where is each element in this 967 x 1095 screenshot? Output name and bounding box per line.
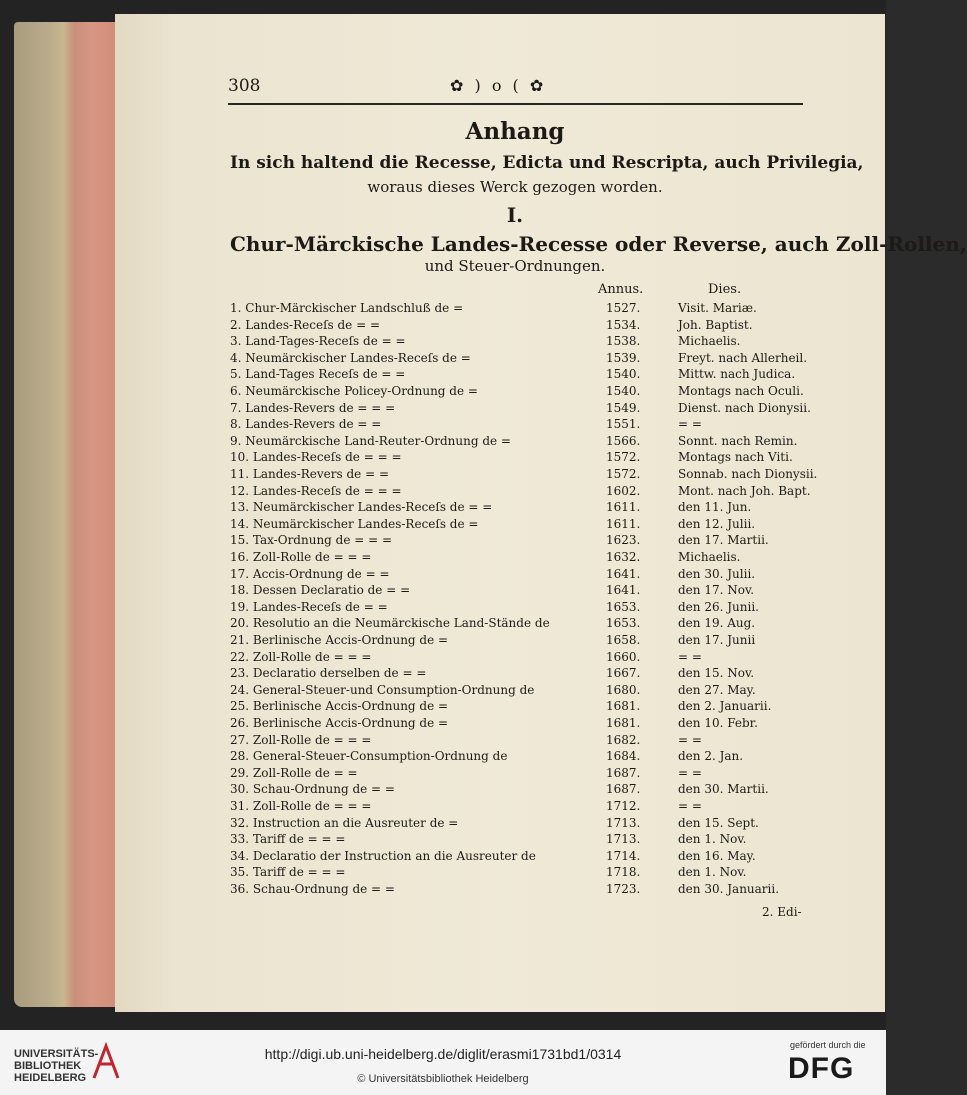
row-entry-name: 21. Berlinische Accis-Ordnung de = bbox=[230, 633, 449, 647]
row-entry-year: 1540. bbox=[606, 384, 641, 398]
table-row bbox=[230, 450, 805, 467]
section-number: I. bbox=[506, 203, 524, 227]
row-entry-name: 19. Landes-Receſs de = = bbox=[230, 599, 388, 614]
row-entry-dies: Michaelis. bbox=[678, 550, 741, 564]
row-entry-dies: Visit. Mariæ. bbox=[678, 301, 757, 315]
table-row bbox=[230, 683, 805, 700]
running-header bbox=[228, 76, 803, 102]
row-entry-year: 1660. bbox=[606, 649, 641, 664]
table-row bbox=[230, 882, 805, 899]
row-entry-year: 1713. bbox=[606, 832, 641, 847]
row-entry-name: 23. Declaratio derselben de = = bbox=[230, 666, 427, 681]
row-entry-year: 1680. bbox=[606, 682, 641, 697]
title-subtitle-2: woraus dieses Werck gezogen worden. bbox=[367, 178, 663, 196]
row-entry-name: 32. Instruction an die Ausreuter de = bbox=[230, 815, 459, 830]
row-entry-name: 34. Declaratio der Instruction an die Ausreuter de bbox=[230, 848, 536, 863]
row-entry-name: 17. Accis-Ordnung de = = bbox=[230, 566, 390, 581]
table-row bbox=[230, 666, 805, 683]
row-entry-dies: den 11. Jun. bbox=[678, 500, 752, 515]
row-entry-name: 29. Zoll-Rolle de = = bbox=[230, 765, 358, 780]
row-entry-name: 1. Chur-Märckischer Landschluß de = bbox=[230, 301, 464, 315]
row-entry-year: 1723. bbox=[606, 882, 641, 896]
row-entry-year: 1534. bbox=[606, 317, 641, 332]
row-entry-year: 1713. bbox=[606, 815, 641, 830]
row-entry-dies: = = bbox=[678, 799, 702, 813]
row-entry-name: 9. Neumärckische Land-Reuter-Ordnung de = bbox=[230, 433, 511, 448]
row-entry-year: 1527. bbox=[606, 301, 641, 315]
table-row bbox=[230, 533, 805, 550]
row-entry-name: 6. Neumärckische Policey-Ordnung de = bbox=[230, 384, 478, 398]
row-entry-year: 1538. bbox=[606, 334, 641, 349]
row-entry-year: 1540. bbox=[606, 367, 641, 382]
row-entry-dies: den 17. Junii bbox=[678, 633, 756, 647]
row-entry-name: 22. Zoll-Rolle de = = = bbox=[230, 649, 372, 664]
row-entry-dies: den 15. Nov. bbox=[678, 666, 755, 681]
table-row bbox=[230, 567, 805, 584]
row-entry-name: 25. Berlinische Accis-Ordnung de = bbox=[230, 699, 449, 714]
row-entry-dies: den 19. Aug. bbox=[678, 616, 756, 631]
row-entry-name: 27. Zoll-Rolle de = = = bbox=[230, 732, 372, 747]
row-entry-year: 1632. bbox=[606, 550, 641, 564]
table-row bbox=[230, 417, 805, 434]
column-header-annus: Annus. bbox=[598, 282, 644, 297]
row-entry-dies: den 2. Jan. bbox=[678, 749, 744, 764]
row-entry-name: 4. Neumärckischer Landes-Receſs de = bbox=[230, 350, 471, 365]
dfg-logo: DFG bbox=[788, 1052, 855, 1085]
table-row bbox=[230, 633, 805, 650]
row-entry-year: 1681. bbox=[606, 699, 641, 714]
table-row bbox=[230, 832, 805, 849]
row-entry-year: 1687. bbox=[606, 782, 641, 797]
table-row bbox=[230, 849, 805, 866]
table-row bbox=[230, 733, 805, 750]
table-row bbox=[230, 517, 805, 534]
row-entry-year: 1602. bbox=[606, 483, 641, 498]
row-entry-name: 31. Zoll-Rolle de = = = bbox=[230, 799, 372, 813]
table-row bbox=[230, 766, 805, 783]
row-entry-year: 1714. bbox=[606, 848, 641, 863]
row-entry-dies: den 1. Nov. bbox=[678, 865, 747, 880]
row-entry-name: 14. Neumärckischer Landes-Receſs de = bbox=[230, 516, 479, 531]
row-entry-dies: den 30. Januarii. bbox=[678, 882, 780, 896]
row-entry-year: 1653. bbox=[606, 616, 641, 631]
copyright-text: © Universitätsbibliothek Heidelberg bbox=[357, 1073, 529, 1085]
row-entry-dies: = = bbox=[678, 417, 702, 432]
row-entry-name: 10. Landes-Receſs de = = = bbox=[230, 450, 402, 465]
table-row bbox=[230, 318, 805, 335]
viewer-footer bbox=[0, 1030, 886, 1095]
row-entry-dies: den 12. Julii. bbox=[678, 516, 756, 531]
row-entry-dies: den 30. Julii. bbox=[678, 566, 756, 581]
row-entry-dies: = = bbox=[678, 765, 702, 780]
row-entry-dies: Sonnt. nach Remin. bbox=[678, 433, 798, 448]
table-row bbox=[230, 434, 805, 451]
row-entry-name: 11. Landes-Revers de = = bbox=[230, 467, 389, 481]
table-row bbox=[230, 650, 805, 667]
library-logo-text: UNIVERSITÄTS- BIBLIOTHEK HEIDELBERG bbox=[14, 1048, 99, 1084]
row-entry-year: 1549. bbox=[606, 400, 641, 415]
table-row bbox=[230, 384, 805, 401]
row-entry-year: 1684. bbox=[606, 749, 641, 764]
row-entry-dies: den 30. Martii. bbox=[678, 782, 769, 797]
row-entry-year: 1572. bbox=[606, 450, 641, 465]
row-entry-name: 5. Land-Tages Receſs de = = bbox=[230, 367, 406, 382]
row-entry-dies: = = bbox=[678, 732, 702, 747]
table-row bbox=[230, 782, 805, 799]
row-entry-name: 3. Land-Tages-Receſs de = = bbox=[230, 334, 406, 349]
row-entry-dies: Montags nach Oculi. bbox=[678, 384, 804, 398]
row-entry-year: 1572. bbox=[606, 467, 641, 481]
row-entry-dies: den 17. Martii. bbox=[678, 533, 769, 548]
table-row bbox=[230, 301, 805, 318]
book-page-edges bbox=[14, 22, 124, 1007]
row-entry-dies: Michaelis. bbox=[678, 334, 741, 349]
table-row bbox=[230, 865, 805, 882]
row-entry-dies: Freyt. nach Allerheil. bbox=[678, 350, 808, 365]
row-entry-year: 1712. bbox=[606, 799, 641, 813]
header-rule bbox=[228, 103, 803, 105]
row-entry-year: 1641. bbox=[606, 583, 641, 598]
table-row bbox=[230, 816, 805, 833]
column-header-dies: Dies. bbox=[708, 282, 742, 297]
table-row bbox=[230, 749, 805, 766]
row-entry-year: 1641. bbox=[606, 566, 641, 581]
row-entry-dies: den 27. May. bbox=[678, 682, 756, 697]
row-entry-year: 1623. bbox=[606, 533, 641, 548]
row-entry-name: 26. Berlinische Accis-Ordnung de = bbox=[230, 716, 449, 730]
row-entry-name: 28. General-Steuer-Consumption-Ordnung de bbox=[230, 749, 508, 764]
row-entry-dies: Mittw. nach Judica. bbox=[678, 367, 796, 382]
row-entry-name: 12. Landes-Receſs de = = = bbox=[230, 483, 402, 498]
row-entry-year: 1653. bbox=[606, 599, 641, 614]
row-entry-name: 13. Neumärckischer Landes-Receſs de = = bbox=[230, 500, 493, 515]
row-entry-name: 36. Schau-Ordnung de = = bbox=[230, 882, 395, 896]
row-entry-name: 24. General-Steuer-und Consumption-Ordnung de bbox=[230, 682, 535, 697]
row-entry-dies: Sonnab. nach Dionysii. bbox=[678, 467, 818, 481]
table-row bbox=[230, 467, 818, 484]
table-row bbox=[230, 716, 805, 733]
row-entry-dies: Mont. nach Joh. Bapt. bbox=[678, 483, 811, 498]
table-row bbox=[230, 367, 805, 384]
row-entry-year: 1611. bbox=[606, 500, 641, 515]
row-entry-dies: Joh. Baptist. bbox=[678, 317, 753, 332]
permalink-url[interactable]: http://digi.ub.uni-heidelberg.de/diglit/erasmi1731bd1/0314 bbox=[264, 1046, 622, 1062]
row-entry-year: 1667. bbox=[606, 666, 641, 681]
table-row bbox=[230, 799, 805, 816]
table-row bbox=[230, 400, 811, 418]
row-entry-name: 18. Dessen Declaratio de = = bbox=[230, 583, 411, 598]
row-entry-year: 1682. bbox=[606, 732, 641, 747]
row-entry-year: 1658. bbox=[606, 633, 641, 647]
page-number: 308 bbox=[228, 76, 261, 96]
row-entry-dies: den 10. Febr. bbox=[678, 716, 758, 730]
header-ornament: ✿ ) o ( ✿ bbox=[450, 76, 547, 95]
row-entry-year: 1687. bbox=[606, 765, 641, 780]
title-anhang: Anhang bbox=[465, 118, 565, 145]
table-row bbox=[230, 500, 805, 517]
row-entry-dies: den 17. Nov. bbox=[678, 583, 755, 598]
catchword: 2. Edi- bbox=[762, 905, 802, 919]
table-row bbox=[230, 583, 805, 600]
row-entry-dies: den 26. Junii. bbox=[678, 599, 759, 614]
row-entry-dies: Dienst. nach Dionysii. bbox=[678, 400, 811, 415]
row-entry-year: 1611. bbox=[606, 516, 641, 531]
row-entry-name: 8. Landes-Revers de = = bbox=[230, 417, 382, 432]
row-entry-dies: den 1. Nov. bbox=[678, 832, 747, 847]
row-entry-year: 1539. bbox=[606, 350, 641, 365]
row-entry-name: 2. Landes-Receſs de = = bbox=[230, 317, 381, 332]
row-entry-dies: den 16. May. bbox=[678, 848, 756, 863]
row-entry-name: 30. Schau-Ordnung de = = bbox=[230, 782, 395, 797]
row-entry-year: 1551. bbox=[606, 417, 641, 432]
row-entry-name: 7. Landes-Revers de = = = bbox=[230, 400, 396, 415]
section-title: Chur-Märckische Landes-Recesse oder Reverse, auch Zoll-Rollen, bbox=[230, 232, 967, 256]
row-entry-dies: den 2. Januarii. bbox=[678, 699, 772, 714]
table-row bbox=[230, 334, 805, 351]
row-entry-name: 16. Zoll-Rolle de = = = bbox=[230, 550, 372, 564]
row-entry-dies: Montags nach Viti. bbox=[678, 450, 793, 465]
table-row bbox=[230, 550, 805, 567]
row-entry-name: 15. Tax-Ordnung de = = = bbox=[230, 533, 393, 548]
row-entry-name: 33. Tariff de = = = bbox=[230, 832, 346, 847]
table-row bbox=[230, 483, 811, 501]
table-row bbox=[230, 699, 805, 716]
funded-by-label: gefördert durch die bbox=[790, 1040, 866, 1050]
row-entry-dies: = = bbox=[678, 649, 702, 664]
row-entry-year: 1718. bbox=[606, 865, 641, 880]
table-row bbox=[230, 616, 805, 633]
table-row bbox=[230, 350, 808, 368]
row-entry-name: 20. Resolutio an die Neumärckische Land-Stände de bbox=[230, 616, 550, 631]
section-title-2: und Steuer-Ordnungen. bbox=[424, 257, 606, 275]
row-entry-dies: den 15. Sept. bbox=[678, 815, 759, 830]
title-subtitle: In sich haltend die Recesse, Edicta und Rescripta, auch Privilegia, bbox=[230, 153, 864, 173]
row-entry-year: 1681. bbox=[606, 716, 641, 730]
row-entry-name: 35. Tariff de = = = bbox=[230, 865, 346, 880]
row-entry-year: 1566. bbox=[606, 433, 641, 448]
table-row bbox=[230, 600, 805, 617]
